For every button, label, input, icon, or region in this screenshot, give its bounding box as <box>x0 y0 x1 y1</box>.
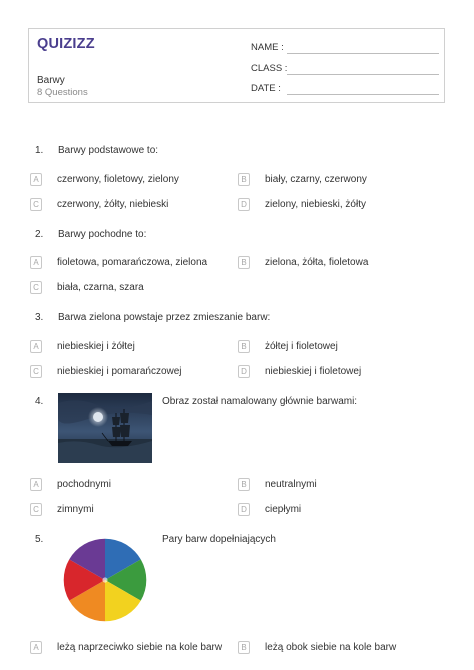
question-text: Barwa zielona powstaje przez zmieszanie barw: <box>58 312 271 323</box>
option-letter-box: C <box>30 198 42 211</box>
option-letter-box: A <box>30 173 42 186</box>
name-field-label: NAME : <box>251 42 284 53</box>
question-text: Barwy podstawowe to: <box>58 145 159 156</box>
question-count: 8 Questions <box>37 87 88 98</box>
option-text: fioletowa, pomarańczowa, zielona <box>57 257 208 268</box>
question-number: 3. <box>35 312 44 323</box>
class-field-label: CLASS : <box>251 63 288 74</box>
worksheet-header <box>28 28 445 103</box>
date-field-line[interactable] <box>287 94 439 95</box>
painting-image <box>58 393 152 463</box>
date-field-label: DATE : <box>251 83 281 94</box>
option-text: pochodnymi <box>57 479 111 490</box>
name-field-line[interactable] <box>287 53 439 54</box>
option-text: zielona, żółta, fioletowa <box>265 257 369 268</box>
class-field-line[interactable] <box>287 74 439 75</box>
option-letter-box: A <box>30 340 42 353</box>
question-text: Pary barw dopełniających <box>162 534 276 545</box>
color-wheel-image <box>62 537 148 623</box>
option-letter-box: A <box>30 256 42 269</box>
option-letter-box: B <box>238 641 250 654</box>
question-number: 5. <box>35 534 44 545</box>
option-letter-box: D <box>238 503 250 516</box>
quizizz-logo: QUIZIZZ <box>37 36 95 52</box>
option-letter-box: B <box>238 256 250 269</box>
option-letter-box: B <box>238 340 250 353</box>
question-number: 1. <box>35 145 44 156</box>
question-number: 4. <box>35 396 44 407</box>
option-text: biały, czarny, czerwony <box>265 174 367 185</box>
option-text: leżą obok siebie na kole barw <box>265 642 397 653</box>
option-text: niebieskiej i pomarańczowej <box>57 366 182 377</box>
option-letter-box: C <box>30 365 42 378</box>
question-number: 2. <box>35 229 44 240</box>
question-text: Obraz został namalowany głównie barwami: <box>162 396 358 407</box>
option-text: leżą naprzeciwko siebie na kole barw <box>57 642 223 653</box>
option-letter-box: A <box>30 478 42 491</box>
option-text: żółtej i fioletowej <box>265 341 338 352</box>
option-text: zielony, niebieski, żółty <box>265 199 366 210</box>
option-text: zimnymi <box>57 504 94 515</box>
option-text: czerwony, fioletowy, zielony <box>57 174 179 185</box>
option-letter-box: D <box>238 198 250 211</box>
option-letter-box: C <box>30 281 42 294</box>
option-letter-box: B <box>238 173 250 186</box>
option-text: neutralnymi <box>265 479 317 490</box>
option-letter-box: D <box>238 365 250 378</box>
quiz-title: Barwy <box>37 75 65 86</box>
option-text: niebieskiej i żółtej <box>57 341 135 352</box>
option-letter-box: B <box>238 478 250 491</box>
option-text: czerwony, żółty, niebieski <box>57 199 169 210</box>
option-letter-box: C <box>30 503 42 516</box>
option-letter-box: A <box>30 641 42 654</box>
option-text: niebieskiej i fioletowej <box>265 366 362 377</box>
option-text: ciepłymi <box>265 504 302 515</box>
question-text: Barwy pochodne to: <box>58 229 147 240</box>
option-text: biała, czarna, szara <box>57 282 144 293</box>
